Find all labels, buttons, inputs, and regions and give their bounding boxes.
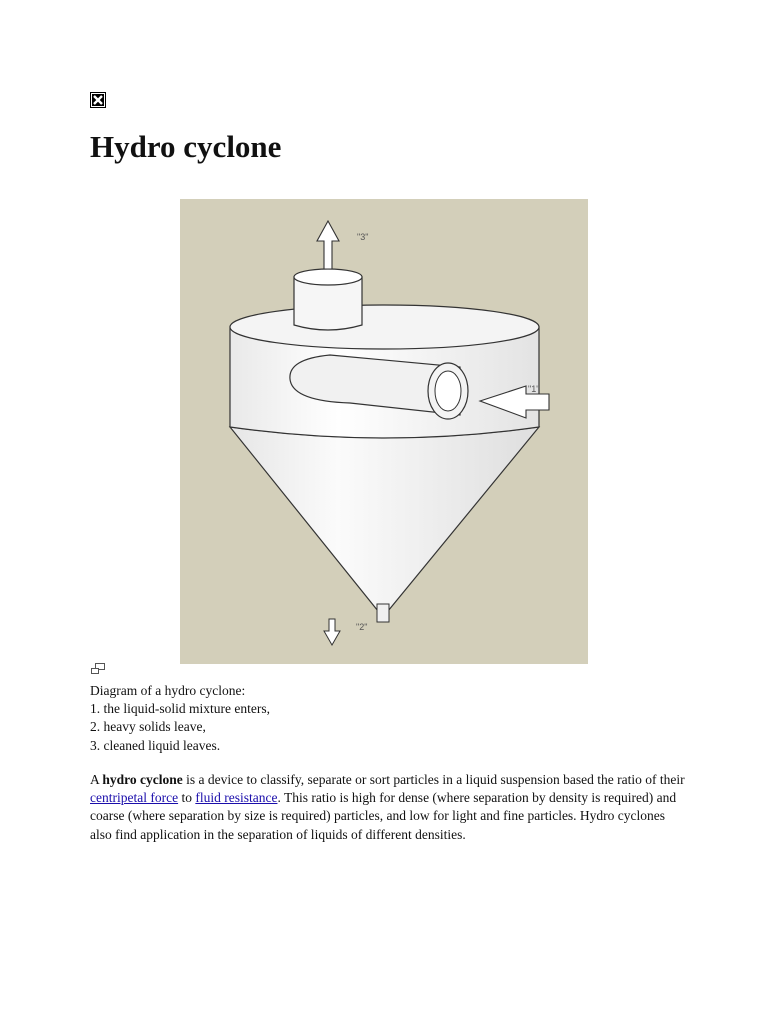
label-outlet-top: "3"	[357, 232, 369, 242]
para-text: is a device to classify, separate or sort particles in a liquid suspension based the ratio of their	[182, 772, 685, 787]
page-title: Hydro cyclone	[90, 129, 282, 164]
enlarge-icon[interactable]	[91, 662, 105, 674]
caption-item: 3. cleaned liquid leaves.	[90, 737, 221, 753]
figure-caption	[90, 682, 270, 755]
cone-section	[230, 427, 539, 611]
caption-item: 1. the liquid-solid mixture enters,	[90, 701, 270, 717]
para-lead: A	[90, 772, 103, 787]
para-text: to	[178, 790, 196, 806]
link-centripetal-force[interactable]: centripetal force	[90, 790, 179, 806]
label-outlet-bottom: "2"	[356, 622, 368, 632]
arrow-outlet-bottom	[324, 619, 340, 645]
para-term: hydro cyclone	[102, 772, 183, 787]
label-inlet: "1"	[528, 384, 540, 394]
para-text: . This ratio is high for dense (where separation by density is required) and coarse (where separation by size is required) particles, and low for light and fine particles. Hydro cyclones also find application in the separation of liquids of different densities.	[90, 790, 677, 842]
caption-item: 2. heavy solids leave,	[90, 719, 206, 735]
hydro-cyclone-diagram	[180, 199, 588, 664]
intro-paragraph	[90, 771, 690, 844]
underflow-pipe	[377, 604, 389, 622]
link-fluid-resistance[interactable]: fluid resistance	[195, 790, 278, 806]
arrow-outlet-top	[317, 221, 339, 269]
caption-title: Diagram of a hydro cyclone:	[90, 683, 246, 698]
broken-image-icon	[90, 92, 106, 108]
